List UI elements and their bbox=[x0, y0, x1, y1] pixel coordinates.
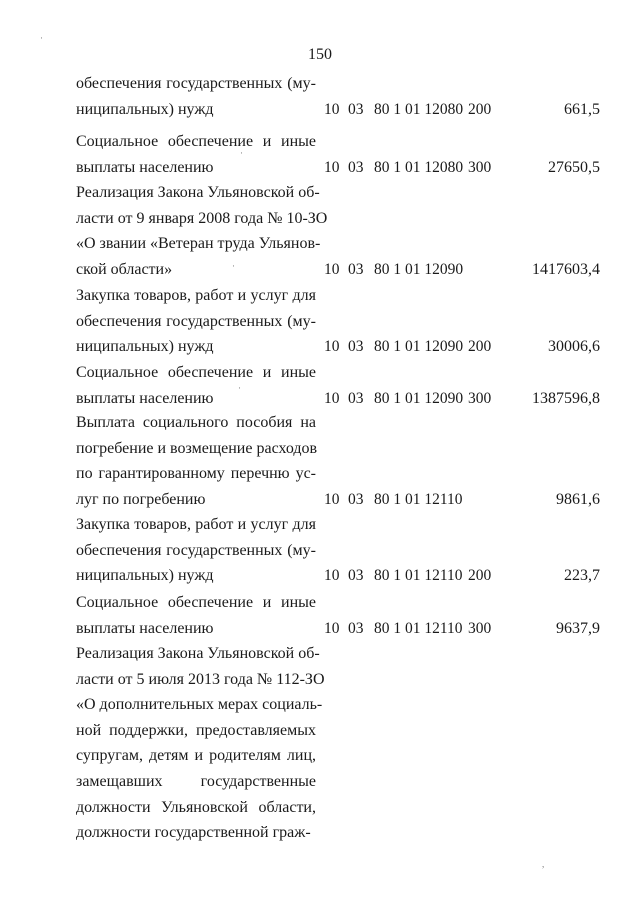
description-line: Социальное обеспечение и иные bbox=[76, 594, 316, 611]
subsection-code: 03 bbox=[348, 260, 364, 278]
subsection-code: 03 bbox=[348, 619, 364, 637]
description-line: ласти от 9 января 2008 года № 10-ЗО bbox=[76, 209, 328, 227]
description-line: обеспечения государственных (му- bbox=[76, 312, 316, 330]
description-line: Закупка товаров, работ и услуг для bbox=[76, 516, 316, 533]
subsection-code: 03 bbox=[348, 338, 364, 356]
target-article-code: 80 1 01 12110 bbox=[374, 490, 463, 508]
scan-speck: · bbox=[232, 261, 235, 271]
subsection-code: 03 bbox=[348, 158, 364, 176]
description-line: Реализация Закона Ульяновской об- bbox=[76, 645, 320, 662]
description-line: ской области» bbox=[76, 260, 173, 278]
scan-speck: · bbox=[238, 383, 241, 393]
description-line: ниципальных) нужд bbox=[76, 338, 214, 356]
target-article-code: 80 1 01 12110 bbox=[374, 567, 463, 585]
description-line: ниципальных) нужд bbox=[76, 100, 214, 118]
expense-type-code: 300 bbox=[468, 158, 492, 176]
page-number: 150 bbox=[308, 46, 332, 63]
section-code: 10 bbox=[324, 619, 340, 637]
amount-value: 1417603,4 bbox=[532, 260, 600, 278]
target-article-code: 80 1 01 12080 bbox=[374, 158, 464, 176]
description-line: Закупка товаров, работ и услуг для bbox=[76, 287, 316, 304]
target-article-code: 80 1 01 12090 bbox=[374, 260, 464, 278]
amount-value: 9861,6 bbox=[556, 490, 600, 508]
description-line: погребение и возмещение расходов bbox=[76, 439, 318, 457]
section-code: 10 bbox=[324, 260, 340, 278]
amount-value: 1387596,8 bbox=[532, 389, 600, 407]
description-line: должности государственной граж- bbox=[76, 824, 311, 842]
description-line: Реализация Закона Ульяновской об- bbox=[76, 184, 320, 201]
description-line: обеспечения государственных (му- bbox=[76, 541, 316, 559]
description-line: должности Ульяновской области, bbox=[76, 798, 316, 816]
expense-type-code: 200 bbox=[468, 338, 492, 356]
description-line: выплаты населению bbox=[76, 389, 214, 407]
description-line: ласти от 5 июля 2013 года № 112-ЗО bbox=[76, 670, 325, 688]
amount-value: 9637,9 bbox=[556, 619, 600, 637]
subsection-code: 03 bbox=[348, 100, 364, 118]
expense-type-code: 200 bbox=[468, 100, 492, 118]
subsection-code: 03 bbox=[348, 567, 364, 585]
amount-value: 223,7 bbox=[564, 567, 600, 585]
description-line: выплаты населению bbox=[76, 158, 214, 176]
description-line: Социальное обеспечение и иные bbox=[76, 364, 316, 381]
section-code: 10 bbox=[324, 490, 340, 508]
description-line: «О звании «Ветеран труда Ульянов- bbox=[76, 235, 321, 253]
section-code: 10 bbox=[324, 567, 340, 585]
target-article-code: 80 1 01 12080 bbox=[374, 100, 464, 118]
amount-value: 27650,5 bbox=[548, 158, 600, 176]
subsection-code: 03 bbox=[348, 490, 364, 508]
description-line: Социальное обеспечение и иные bbox=[76, 133, 316, 150]
amount-value: 661,5 bbox=[564, 100, 600, 118]
description-line: ниципальных) нужд bbox=[76, 567, 214, 585]
section-code: 10 bbox=[324, 100, 340, 118]
description-line: луг по погребению bbox=[76, 490, 206, 508]
amount-value: 30006,6 bbox=[548, 338, 600, 356]
description-line: по гарантированному перечню ус- bbox=[76, 465, 316, 483]
target-article-code: 80 1 01 12090 bbox=[374, 389, 464, 407]
scan-speck: , bbox=[542, 859, 545, 869]
description-line: ной поддержки, предоставляемых bbox=[76, 721, 316, 739]
section-code: 10 bbox=[324, 338, 340, 356]
description-line: Выплата социального пособия на bbox=[76, 414, 316, 431]
scan-speck: · bbox=[40, 33, 43, 43]
scan-speck: · bbox=[240, 148, 243, 158]
description-line: супругам, детям и родителям лиц, bbox=[76, 747, 316, 765]
expense-type-code: 200 bbox=[468, 567, 492, 585]
expense-type-code: 300 bbox=[468, 389, 492, 407]
description-line: выплаты населению bbox=[76, 619, 214, 637]
description-line: замещавших государственные bbox=[76, 773, 316, 790]
expense-type-code: 300 bbox=[468, 619, 492, 637]
section-code: 10 bbox=[324, 389, 340, 407]
subsection-code: 03 bbox=[348, 389, 364, 407]
section-code: 10 bbox=[324, 158, 340, 176]
description-line: обеспечения государственных (му- bbox=[76, 75, 316, 92]
target-article-code: 80 1 01 12090 bbox=[374, 338, 464, 356]
description-line: «О дополнительных мерах социаль- bbox=[76, 696, 323, 714]
target-article-code: 80 1 01 12110 bbox=[374, 619, 463, 637]
